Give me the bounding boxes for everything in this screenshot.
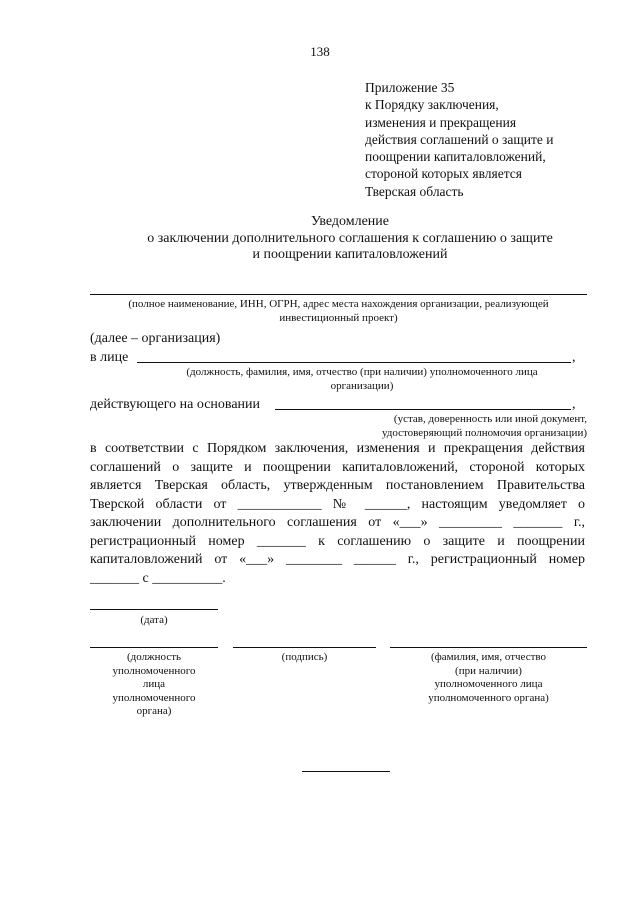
body-line: _______ с __________. xyxy=(90,570,226,586)
appendix-line: поощрении капиталовложений, xyxy=(365,149,546,165)
note-line: (должность, фамилия, имя, отчество (при наличии) уполномоченного лица xyxy=(186,366,538,378)
position-caption xyxy=(82,651,226,719)
name-caption xyxy=(390,651,587,705)
caption-line: уполномоченного xyxy=(112,664,196,677)
appendix-line: Приложение 35 xyxy=(365,80,455,95)
end-separator-line xyxy=(302,771,390,772)
in-person-label: в лице xyxy=(90,350,129,365)
body-line: является Тверская область, утвержденным постановлением Правительства xyxy=(90,478,585,493)
note-line: (полное наименование, ИНН, ОГРН, адрес места нахождения организации, реализующей xyxy=(128,298,549,310)
body-line: соглашений о защите и поощрении капиталовложений, стороной которых xyxy=(90,459,585,475)
title-line: Уведомление xyxy=(310,214,389,229)
note-line: организации) xyxy=(330,379,394,392)
caption-line: лица xyxy=(142,678,166,690)
document-title xyxy=(60,214,640,264)
appendix-line: Тверская область xyxy=(365,183,464,199)
date-label: (дата) xyxy=(140,614,168,626)
basis-note xyxy=(330,413,587,440)
caption-line: (должность xyxy=(126,651,182,663)
caption-line: (фамилия, имя, отчество xyxy=(430,651,547,663)
caption-line: (подпись) xyxy=(281,651,328,663)
note-line: (устав, доверенность или иной документ, xyxy=(393,413,587,425)
appendix-line: изменения и прекращения xyxy=(365,114,517,130)
caption-line: уполномоченного лица xyxy=(434,678,543,690)
body-line: регистрационный номер _______ к соглашению о защите и поощрении xyxy=(90,533,585,549)
appendix-line: действия соглашений о защите и xyxy=(365,131,554,147)
person-note xyxy=(137,366,587,393)
basis-blank-line xyxy=(275,409,571,410)
caption-line: уполномоченного органа) xyxy=(428,691,549,704)
note-line: инвестиционный проект) xyxy=(279,311,398,324)
page-number: 138 xyxy=(310,44,330,59)
position-blank-line xyxy=(90,647,218,648)
appendix-header xyxy=(365,79,553,200)
hereinafter-label: (далее – организация) xyxy=(90,331,221,346)
signature-blank-line xyxy=(233,647,376,648)
body-line: капиталовложений от «___» ________ ______ г., регистрационный номер xyxy=(90,552,585,567)
body-line: Тверской области от ____________ № ______, настоящим уведомляет о xyxy=(90,496,585,512)
basis-comma: , xyxy=(572,397,576,412)
body-line: заключении дополнительного соглашения от «___» _________ _______ г., xyxy=(90,515,585,530)
name-blank-line xyxy=(390,647,587,648)
date-blank-line xyxy=(90,609,218,610)
signature-caption xyxy=(233,651,376,665)
organization-note xyxy=(90,298,587,325)
appendix-line: к Порядку заключения, xyxy=(365,97,499,113)
notification-body xyxy=(90,440,585,588)
in-person-blank-line xyxy=(137,362,571,363)
caption-line: уполномоченного xyxy=(112,691,196,704)
caption-line: (при наличии) xyxy=(455,664,522,677)
caption-line: органа) xyxy=(136,705,172,717)
appendix-line: стороной которых является xyxy=(365,166,523,182)
title-line: о заключении дополнительного соглашения к соглашению о защите xyxy=(147,230,553,246)
basis-label: действующего на основании xyxy=(90,397,261,412)
in-person-comma: , xyxy=(572,350,576,365)
organization-blank-line xyxy=(90,294,587,295)
note-line: удостоверяющий полномочия организации) xyxy=(381,426,587,439)
body-line: в соответствии с Порядком заключения, изменения и прекращения действия xyxy=(90,441,585,456)
title-line: и поощрении капиталовложений xyxy=(252,247,448,262)
